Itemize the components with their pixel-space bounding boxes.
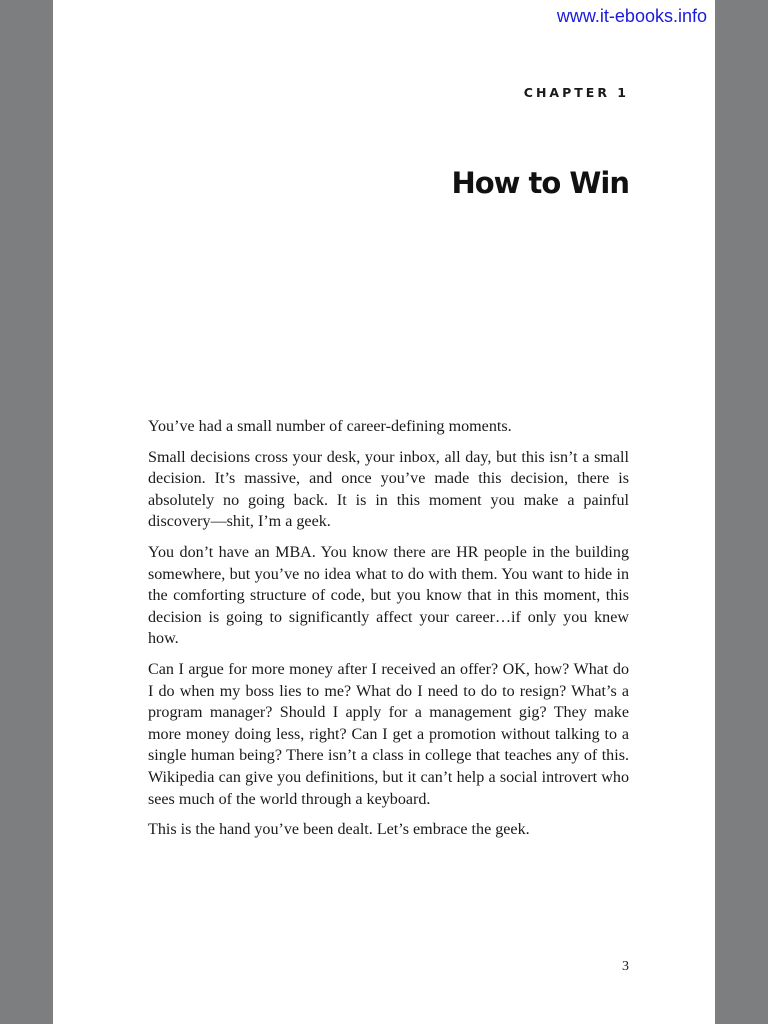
paragraph: You don’t have an MBA. You know there are HR people in the building somewhere, but you’ve no idea what to do with them. You want to hide in the comforting structure of code, but you know that in this moment, this decision is going to significantly affect your career…if only you knew how. (148, 543, 629, 648)
chapter-label: CHAPTER 1 (523, 85, 629, 100)
paragraph: This is the hand you’ve been dealt. Let’s embrace the geek. (148, 821, 530, 839)
paragraph: Small decisions cross your desk, your inbox, all day, but this isn’t a small decision. It’s massive, and once you’ve made this decision, there is absolutely no going back. It is in this moment you make a painful discovery—shit, I’m a geek. (148, 448, 629, 531)
paragraph: Can I argue for more money after I received an offer? OK, how? What do I do when my boss lies to me? What do I need to do to resign? What’s a program manager? Should I apply for a management gig? They make more money doing less, right? Can I get a promotion without talking to a single human being? There isn’t a class in college that teaches any of this. Wikipedia can give you definitions, but it can’t help a social introvert who sees much of the world through a keyboard. (148, 660, 629, 808)
watermark-link[interactable]: www.it-ebooks.info (556, 6, 707, 26)
chapter-body (148, 416, 629, 850)
page-number: 3 (622, 959, 629, 974)
paragraph: You’ve had a small number of career-defining moments. (148, 418, 512, 435)
chapter-title: How to Win (451, 166, 629, 200)
book-page (53, 0, 715, 1024)
